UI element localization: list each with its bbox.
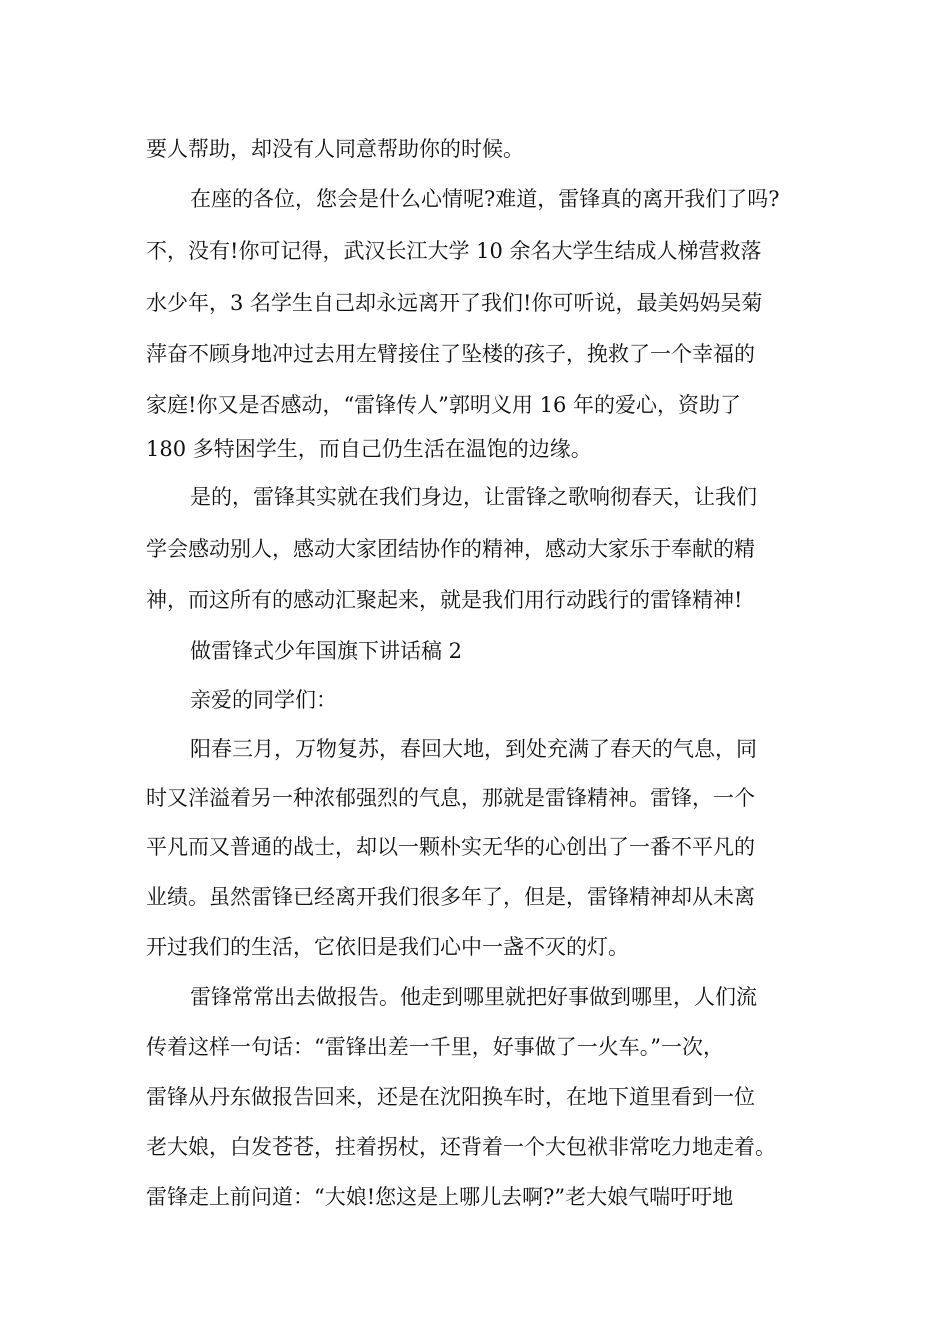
salutation: 亲爱的同学们： xyxy=(190,688,337,712)
text-line: 平凡而又普通的战士，却以一颗朴实无华的心创出了一番不平凡的 xyxy=(146,835,755,859)
text-line: 雷锋走上前问道：“大娘!您这是上哪儿去啊?”老大娘气喘吁吁地 xyxy=(146,1185,734,1209)
text-line: 传着这样一句话：“雷锋出差一千里，好事做了一火车。”一次， xyxy=(146,1035,724,1059)
text-line: 学会感动别人，感动大家团结协作的精神，感动大家乐于奉献的精 xyxy=(146,537,755,561)
text-line: 是的，雷锋其实就在我们身边，让雷锋之歌响彻春天，让我们 xyxy=(190,485,757,509)
text-line: 萍奋不顾身地冲过去用左臂接住了坠楼的孩子，挽救了一个幸福的 xyxy=(146,342,755,366)
text-line: 开过我们的生活，它依旧是我们心中一盏不灭的灯。 xyxy=(146,935,629,959)
section-heading: 做雷锋式少年国旗下讲话稿 2 xyxy=(190,639,463,663)
text-line: 阳春三月，万物复苏，春回大地，到处充满了春天的气息，同 xyxy=(190,737,757,761)
text-line: 神，而这所有的感动汇聚起来，就是我们用行动践行的雷锋精神! xyxy=(146,588,743,612)
text-line: 要人帮助，却没有人同意帮助你的时候。 xyxy=(146,137,524,161)
text-line: 业绩。虽然雷锋已经离开我们很多年了，但是，雷锋精神却从未离 xyxy=(146,885,755,909)
text-line: 180 多特困学生，而自己仍生活在温饱的边缘。 xyxy=(146,437,592,461)
text-line: 水少年，3 名学生自己却永远离开了我们!你可听说，最美妈妈吴菊 xyxy=(146,291,763,315)
text-line: 家庭!你又是否感动，“雷锋传人”郭明义用 16 年的爱心，资助了 xyxy=(146,393,741,417)
text-line: 雷锋常常出去做报告。他走到哪里就把好事做到哪里，人们流 xyxy=(190,985,757,1009)
text-line: 老大娘，白发苍苍，拄着拐杖，还背着一个大包袱非常吃力地走着。 xyxy=(146,1135,776,1159)
text-line: 不，没有!你可记得，武汉长江大学 10 余名大学生结成人梯营救落 xyxy=(146,239,762,263)
text-line: 雷锋从丹东做报告回来，还是在沈阳换车时，在地下道里看到一位 xyxy=(146,1085,755,1109)
text-line: 在座的各位，您会是什么心情呢?难道，雷锋真的离开我们了吗? xyxy=(190,187,780,211)
text-line: 时又洋溢着另一种浓郁强烈的气息，那就是雷锋精神。雷锋，一个 xyxy=(146,786,755,810)
